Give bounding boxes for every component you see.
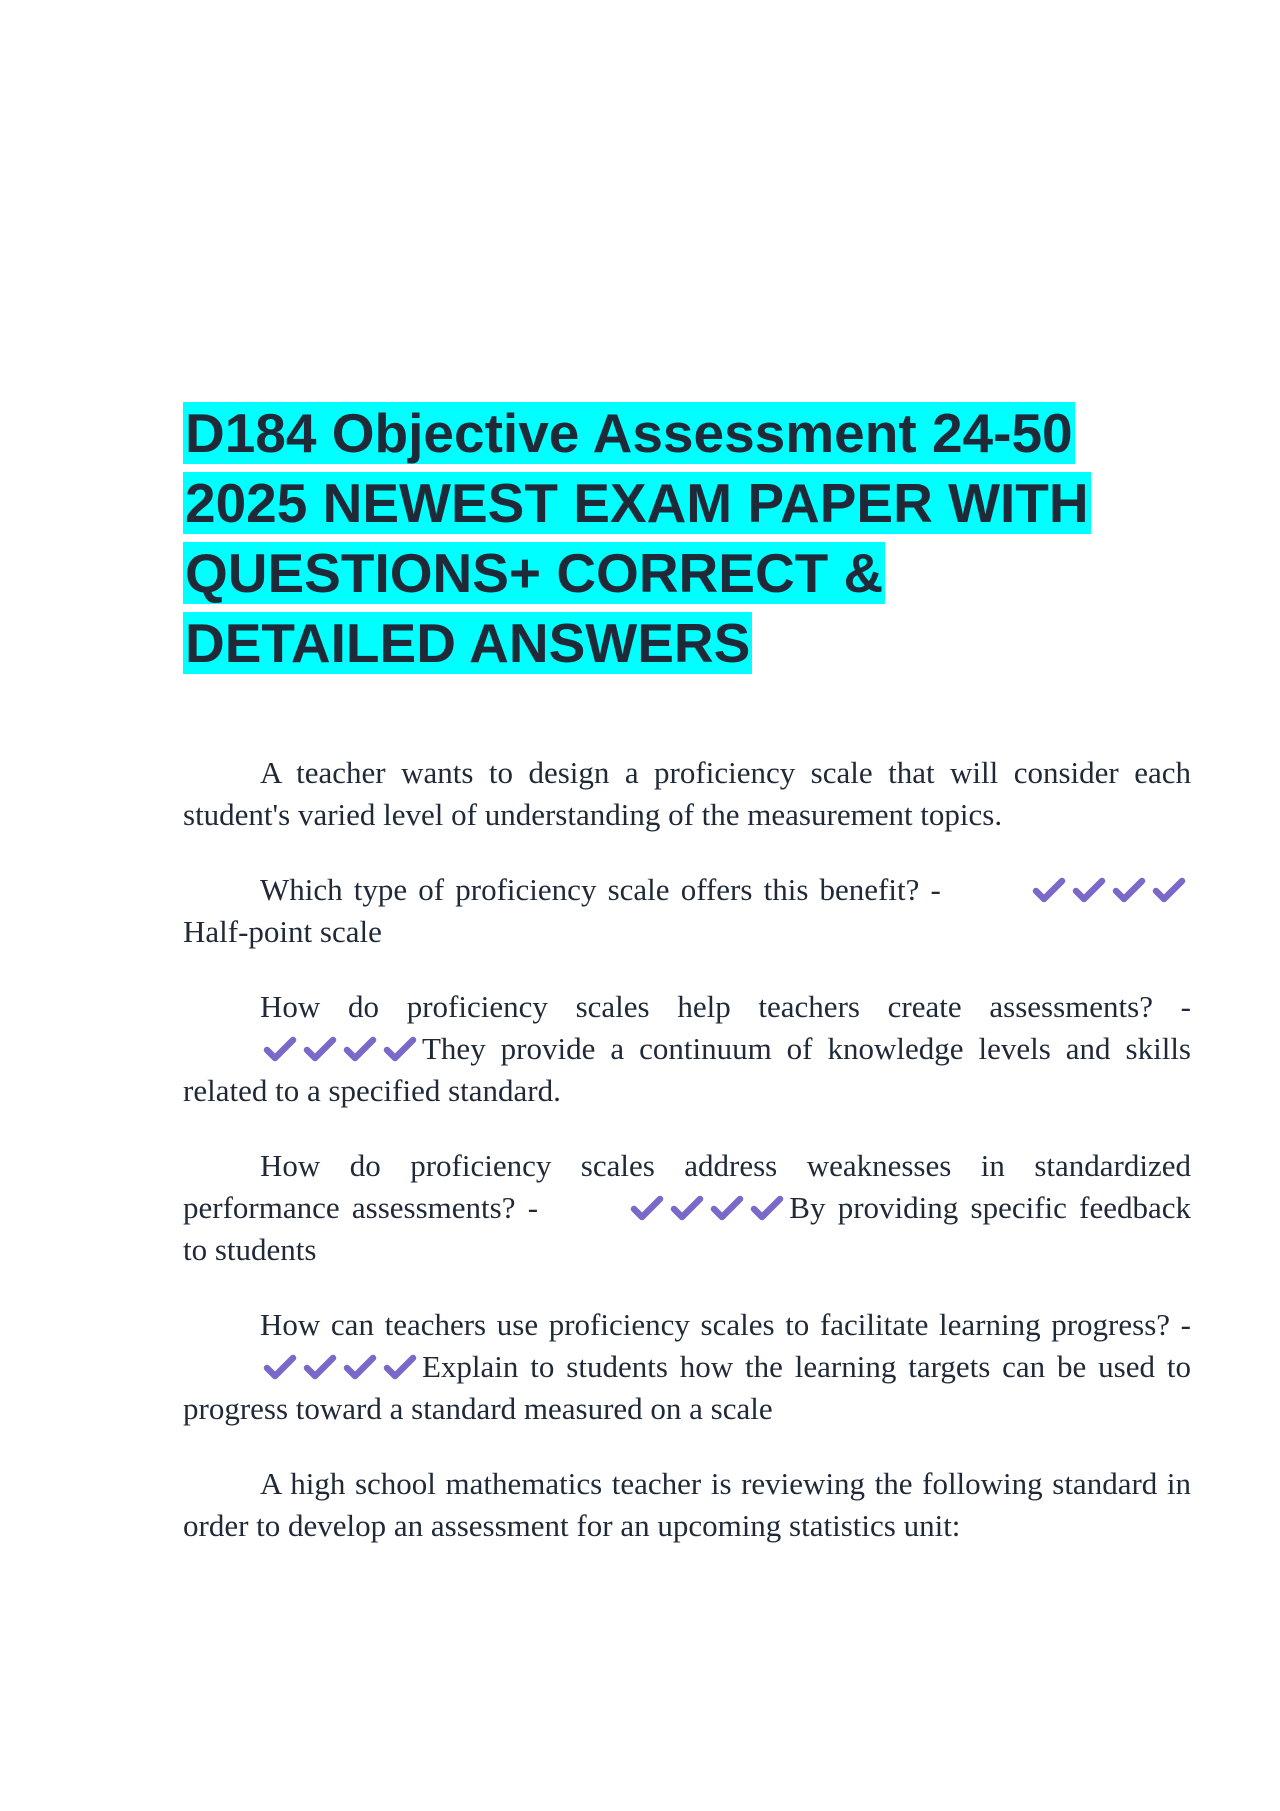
question-text: How do proficiency scales help teachers create assessments? - — [260, 989, 1191, 1024]
checkmark-icon — [260, 1351, 300, 1383]
answer-text: By providing specific feedback to students — [183, 1190, 1191, 1267]
checkmark-icon — [707, 1192, 747, 1224]
question-text: How can teachers use proficiency scales to facilitate learning progress? - — [260, 1307, 1191, 1342]
checkmark-icon — [340, 1033, 380, 1065]
checkmark-group — [183, 1028, 420, 1070]
answer-text: Half-point scale — [183, 914, 382, 949]
checkmark-icon — [1069, 874, 1109, 906]
question-text: How do proficiency scales address weaknesses in standardized performance assessments? - — [183, 1148, 1191, 1225]
checkmark-icon — [1149, 874, 1189, 906]
checkmark-group — [550, 1187, 787, 1229]
title-line — [183, 398, 1075, 468]
question-paragraph — [183, 752, 1191, 836]
qa-paragraph — [183, 1304, 1191, 1430]
checkmark-icon — [667, 1192, 707, 1224]
checkmark-icon — [380, 1351, 420, 1383]
title-line — [183, 468, 1091, 538]
checkmark-icon — [340, 1351, 380, 1383]
checkmark-icon — [1029, 874, 1069, 906]
checkmark-icon — [380, 1033, 420, 1065]
title-line-text: DETAILED ANSWERS — [185, 612, 751, 674]
checkmark-icon — [1109, 874, 1149, 906]
title-line-text: QUESTIONS+ CORRECT & — [185, 542, 884, 604]
question-paragraph — [183, 1463, 1191, 1547]
document-body — [183, 752, 1191, 1580]
title-line — [183, 608, 752, 678]
answer-text: Explain to students how the learning targets can be used to progress toward a standard measured on a scale — [183, 1349, 1191, 1426]
checkmark-group — [183, 1346, 420, 1388]
checkmark-icon — [300, 1033, 340, 1065]
checkmark-group — [952, 869, 1189, 911]
question-text: A high school mathematics teacher is reviewing the following standard in order to develop an assessment for an upcoming statistics unit: — [183, 1466, 1191, 1543]
answer-text: They provide a continuum of knowledge levels and skills related to a specified standard. — [183, 1031, 1191, 1108]
document-title — [183, 398, 1183, 678]
question-text: Which type of proficiency scale offers this benefit? - — [260, 872, 941, 907]
qa-paragraph — [183, 869, 1191, 953]
title-line-text: D184 Objective Assessment 24-50 — [185, 402, 1073, 464]
qa-paragraph — [183, 986, 1191, 1112]
checkmark-icon — [260, 1033, 300, 1065]
checkmark-icon — [627, 1192, 667, 1224]
checkmark-icon — [747, 1192, 787, 1224]
checkmark-icon — [300, 1351, 340, 1383]
qa-paragraph — [183, 1145, 1191, 1271]
title-line — [183, 538, 885, 608]
title-line-text: 2025 NEWEST EXAM PAPER WITH — [185, 472, 1089, 534]
question-text: A teacher wants to design a proficiency scale that will consider each student's varied level of understanding of the measurement topics. — [183, 755, 1191, 832]
